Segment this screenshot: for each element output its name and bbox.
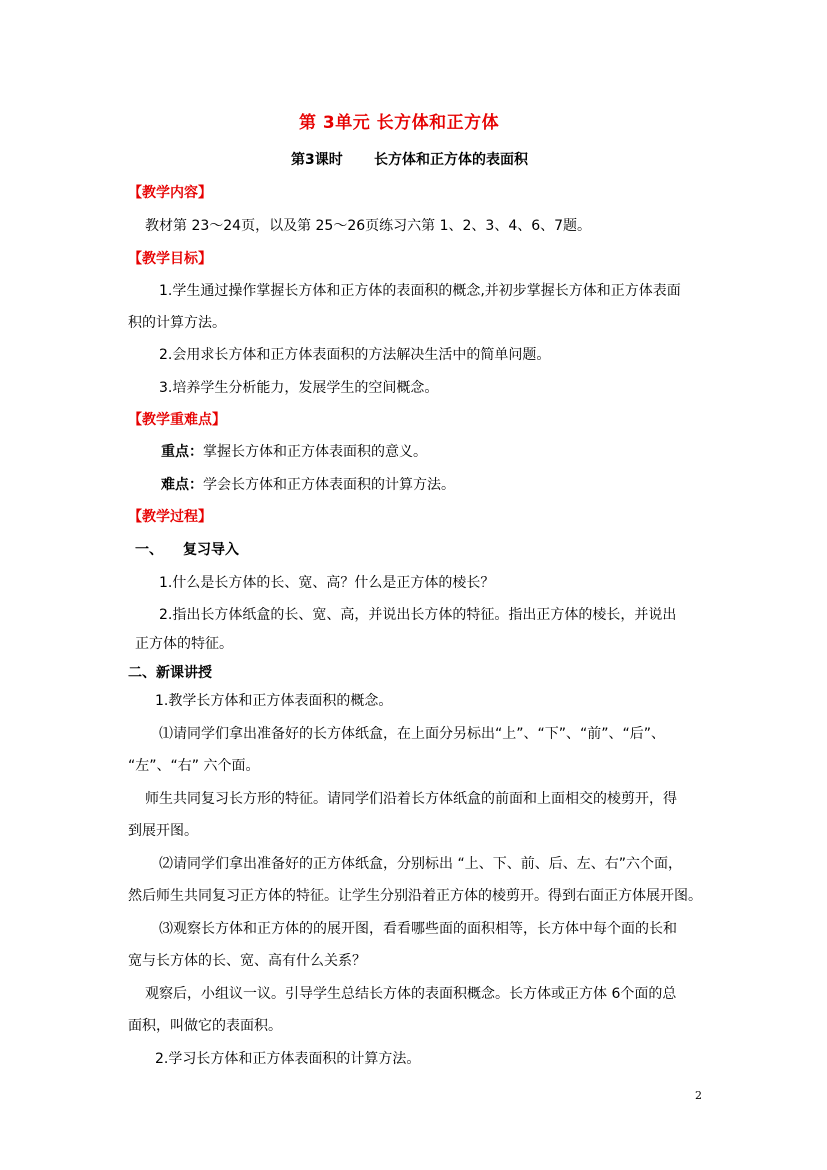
step-2-line-1: ⑵请同学们拿出准备好的正方体纸盒，分别标出 “上、下、前、后、左、右”六个面， [159,856,682,872]
summary-line-2: 面积，叫做它的表面积。 [128,1018,282,1034]
heading-teaching-goals: 【教学目标】 [128,251,212,267]
difficult-point [161,475,455,495]
difficult-point-text: 学会长方体和正方体表面积的计算方法。 [203,477,455,493]
section-1-number: 一、 [135,542,163,558]
key-point [161,442,427,462]
content-text: 教材第 23～24页，以及第 25～26页练习六第 1、2、3、4、6、7题。 [145,218,592,234]
heading-teaching-process: 【教学过程】 [128,509,212,525]
goal-1-line-1: 1.学生通过操作掌握长方体和正方体的表面积的概念,并初步掌握长方体和正方体表面 [159,283,681,299]
step-1b-line-2: 到展开图。 [128,823,198,839]
goal-3: 3.培养学生分析能力，发展学生的空间概念。 [159,380,439,396]
goal-1-line-2: 积的计算方法。 [128,315,226,331]
lesson-title: 长方体和正方体的表面积 [374,152,528,168]
new-lesson-2: 2.学习长方体和正方体表面积的计算方法。 [155,1051,421,1067]
summary-line-1: 观察后，小组议一议。引导学生总结长方体的表面积概念。长方体或正方体 6个面的总 [145,986,677,1002]
step-3-line-2: 宽与长方体的长、宽、高有什么关系？ [128,953,366,969]
difficult-point-label: 难点： [161,477,203,493]
key-point-label: 重点： [161,444,203,460]
step-2-line-2: 然后师生共同复习正方体的特征。让学生分别沿着正方体的棱剪开。得到右面正方体展开图。 [128,888,702,904]
unit-title: 第 3单元 长方体和正方体 [299,113,500,133]
key-point-text: 掌握长方体和正方体表面积的意义。 [203,444,427,460]
review-question-2-line-1: 2.指出长方体纸盒的长、宽、高，并说出长方体的特征。指出正方体的棱长，并说出 [159,607,677,623]
step-3-line-1: ⑶观察长方体和正方体的的展开图，看看哪些面的面积相等，长方体中每个面的长和 [159,921,677,937]
new-lesson-1: 1.教学长方体和正方体表面积的概念。 [155,693,393,709]
step-1-line-1: ⑴请同学们拿出准备好的长方体纸盒，在上面分另标出“上”、“下”、“前”、“后”、 [159,726,666,742]
goal-2: 2.会用求长方体和正方体表面积的方法解决生活中的简单问题。 [159,347,551,363]
section-1-title: 复习导入 [183,542,239,558]
section-2-title: 二、新课讲授 [128,665,212,681]
page-number: 2 [695,1089,702,1102]
step-1-line-2: “左”、“右” 六个面。 [128,758,260,774]
heading-key-points: 【教学重难点】 [128,412,226,428]
lesson-number: 第3课时 [291,152,343,168]
review-question-1: 1.什么是长方体的长、宽、高？什么是正方体的棱长？ [159,575,495,591]
review-question-2-line-2: 正方体的特征。 [135,636,233,652]
step-1b-line-1: 师生共同复习长方形的特征。请同学们沿着长方体纸盒的前面和上面相交的棱剪开，得 [145,791,677,807]
heading-teaching-content: 【教学内容】 [128,185,212,201]
